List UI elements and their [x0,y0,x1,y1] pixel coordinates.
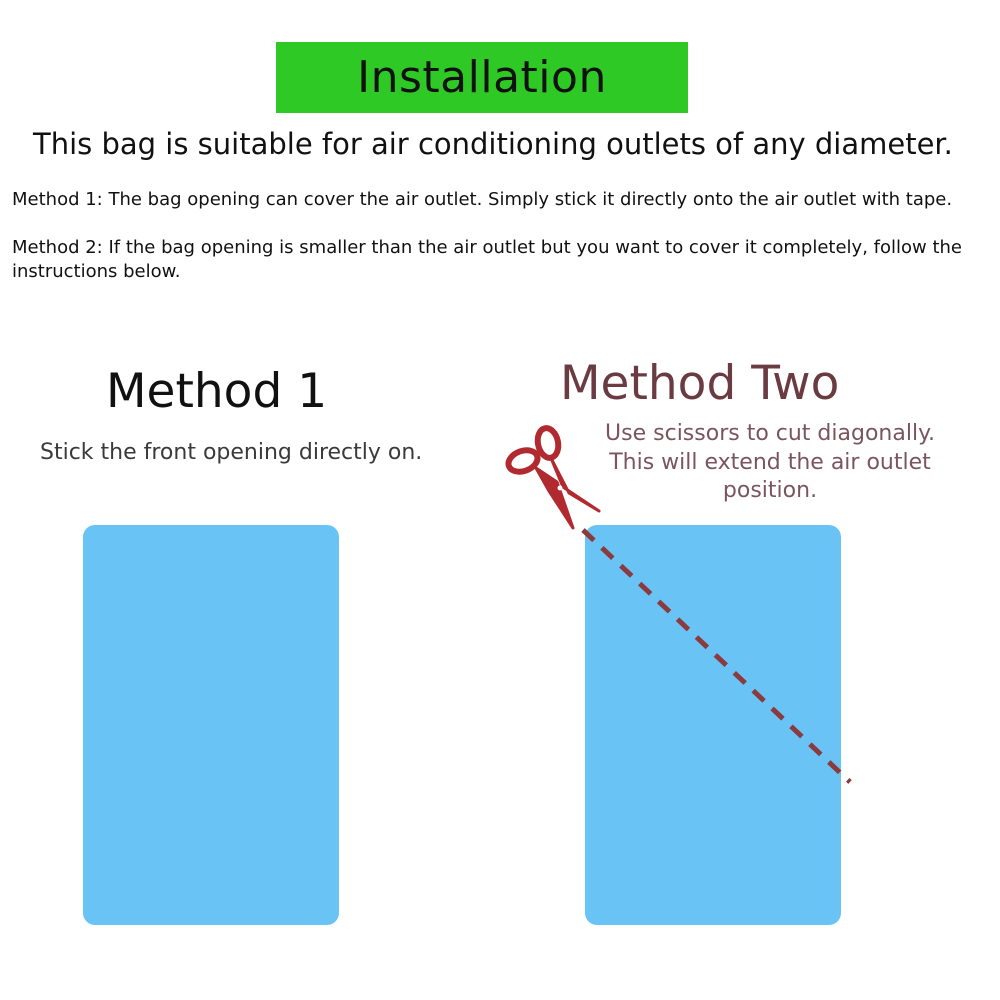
method-two-title: Method Two [560,356,840,411]
method-1-title: Method 1 [106,364,328,419]
installation-banner [276,42,688,113]
method-two-caption: Use scissors to cut diagonally. This will extend the air outlet position. [605,421,935,503]
bag-illustration-method-1 [83,525,339,925]
method-1-caption: Stick the front opening directly on. [40,440,423,465]
method-2-instruction: Method 2: If the bag opening is smaller than the air outlet but you want to cover it completely, follow the instructions below. [12,237,962,282]
bag-illustration-method-two [585,525,841,925]
page-title: Installation [357,52,607,103]
method-1-instruction: Method 1: The bag opening can cover the air outlet. Simply stick it directly onto the air outlet with tape. [12,189,953,210]
page-subtitle: This bag is suitable for air conditioning outlets of any diameter. [33,127,953,161]
